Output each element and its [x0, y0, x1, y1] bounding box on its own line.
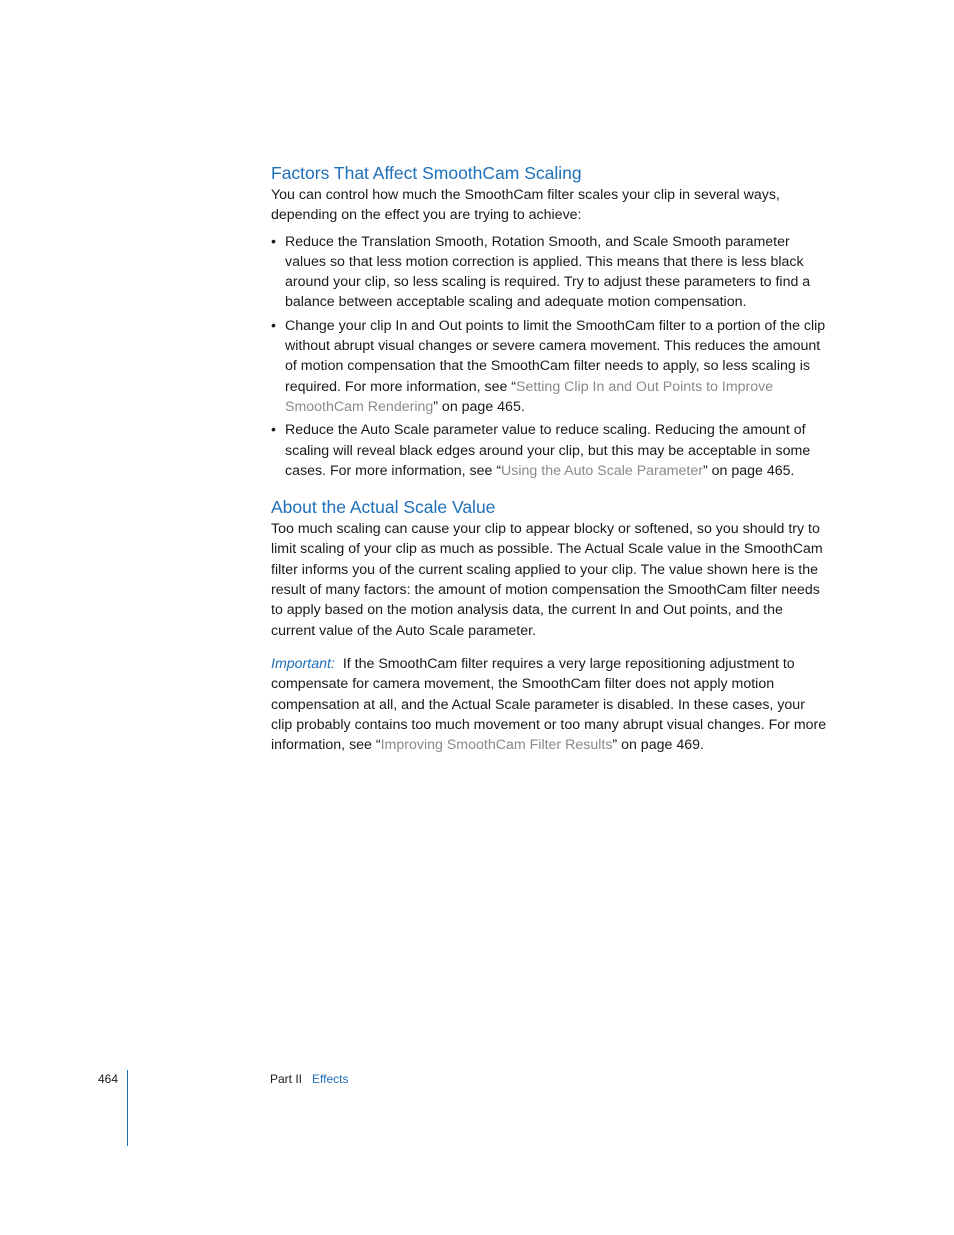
section-body: Too much scaling can cause your clip to appear blocky or softened, so you should try to limit scaling of your clip as much as possible. The Actual Scale value in the SmoothCam filter informs you of the current scaling applied to your clip. The value shown here is the result of many factors: the amount of motion compensation the SmoothCam filter needs to apply based on the motion analysis data, the current In and Out points, and the current value of the Auto Scale parameter.: [271, 521, 823, 639]
section-label: Effects: [312, 1072, 349, 1086]
list-item: [271, 316, 827, 417]
list-item-text: Change your clip In and Out points to limit the SmoothCam filter to a portion of the clip without abrupt visual changes or severe camera movement. This reduces the amount of motion compensation that the SmoothCam filter needs to apply, so less scaling is required. For more information, see “: [285, 317, 826, 395]
list-item-text: Reduce the Translation Smooth, Rotation Smooth, and Scale Smooth parameter values so that less motion correction is applied. This means that there is less black around your clip, so less scaling is required. Try to adjust these parameters to find a balance between acceptable scaling and adequate motion compensation.: [285, 233, 811, 311]
cross-reference-link[interactable]: Using the Auto Scale Parameter: [501, 462, 703, 479]
bullet-list: [271, 232, 827, 482]
bullet-icon: •: [271, 233, 276, 250]
section-heading-smoothcam-scaling: Factors That Affect SmoothCam Scaling: [271, 163, 582, 183]
page-content: [271, 161, 827, 755]
important-note: [271, 654, 827, 755]
note-text: ” on page 469.: [612, 737, 704, 754]
footer-part-label: [270, 1072, 348, 1086]
note-text: If the SmoothCam filter requires a very large repositioning adjustment to compensate for camera movement, the SmoothCam filter does not apply motion compensation at all, and the Actual Scale parameter is disabled. In these cases, your clip probably contains too much movement or too many abrupt visual changes. For more information, see “: [271, 655, 827, 754]
page-number: 464: [98, 1072, 119, 1086]
section-heading-actual-scale: About the Actual Scale Value: [271, 497, 496, 518]
bullet-icon: •: [271, 317, 276, 334]
list-item: [271, 232, 827, 313]
bullet-icon: •: [271, 422, 276, 439]
section-intro: You can control how much the SmoothCam filter scales your clip in several ways, depending on the effect you are trying to achieve:: [271, 187, 780, 224]
list-item: [271, 420, 827, 481]
cross-reference-link[interactable]: Improving SmoothCam Filter Results: [380, 737, 613, 754]
note-label: Important:: [271, 655, 335, 672]
cross-reference-link[interactable]: Setting Clip In and Out Points to Improve SmoothCam Rendering: [285, 378, 774, 415]
footer-divider: [127, 1070, 128, 1146]
part-label: Part II: [270, 1072, 303, 1086]
list-item-text: ” on page 465.: [702, 462, 795, 479]
list-item-text: ” on page 465.: [433, 398, 525, 415]
list-item-text: Reduce the Auto Scale parameter value to reduce scaling. Reducing the amount of scaling will reveal black edges around your clip, but this may be acceptable in some cases. For more information, see “: [285, 422, 811, 479]
